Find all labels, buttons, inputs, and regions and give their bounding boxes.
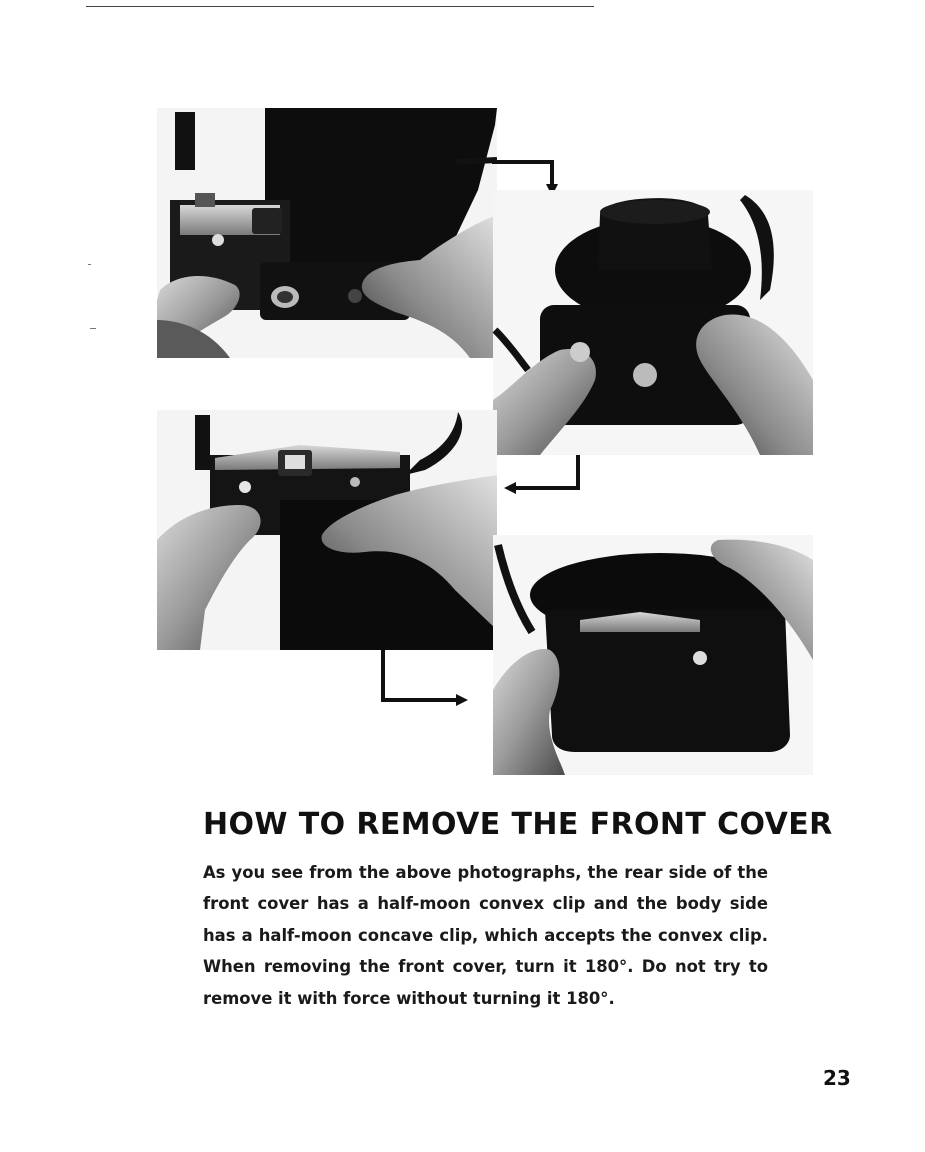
body-line: front cover has a half-moon convex clip and the body side (203, 894, 768, 914)
arrow-right (383, 650, 468, 706)
photo-turning-cover-top-view (493, 190, 813, 455)
arrow-left (504, 455, 578, 494)
photo-cover-removed-bottom-view (493, 535, 813, 775)
body-line: When removing the front cover, turn it 180°. Do not try to (203, 957, 768, 977)
body-line: has a half-moon concave clip, which accepts the convex clip. (203, 925, 768, 945)
body-line: remove it with force without turning it 180°. (203, 988, 615, 1008)
page-number: 23 (823, 1066, 851, 1090)
scan-speck (88, 264, 91, 265)
body-paragraph (203, 857, 768, 1014)
photo-hands-holding-camera-with-cover-top (157, 108, 497, 358)
body-line: As you see from the above photographs, the rear side of the (203, 863, 768, 882)
photo-camera-with-cover-tilted (157, 410, 497, 650)
scan-speck (90, 328, 96, 329)
section-heading: HOW TO REMOVE THE FRONT COVER (203, 807, 833, 842)
